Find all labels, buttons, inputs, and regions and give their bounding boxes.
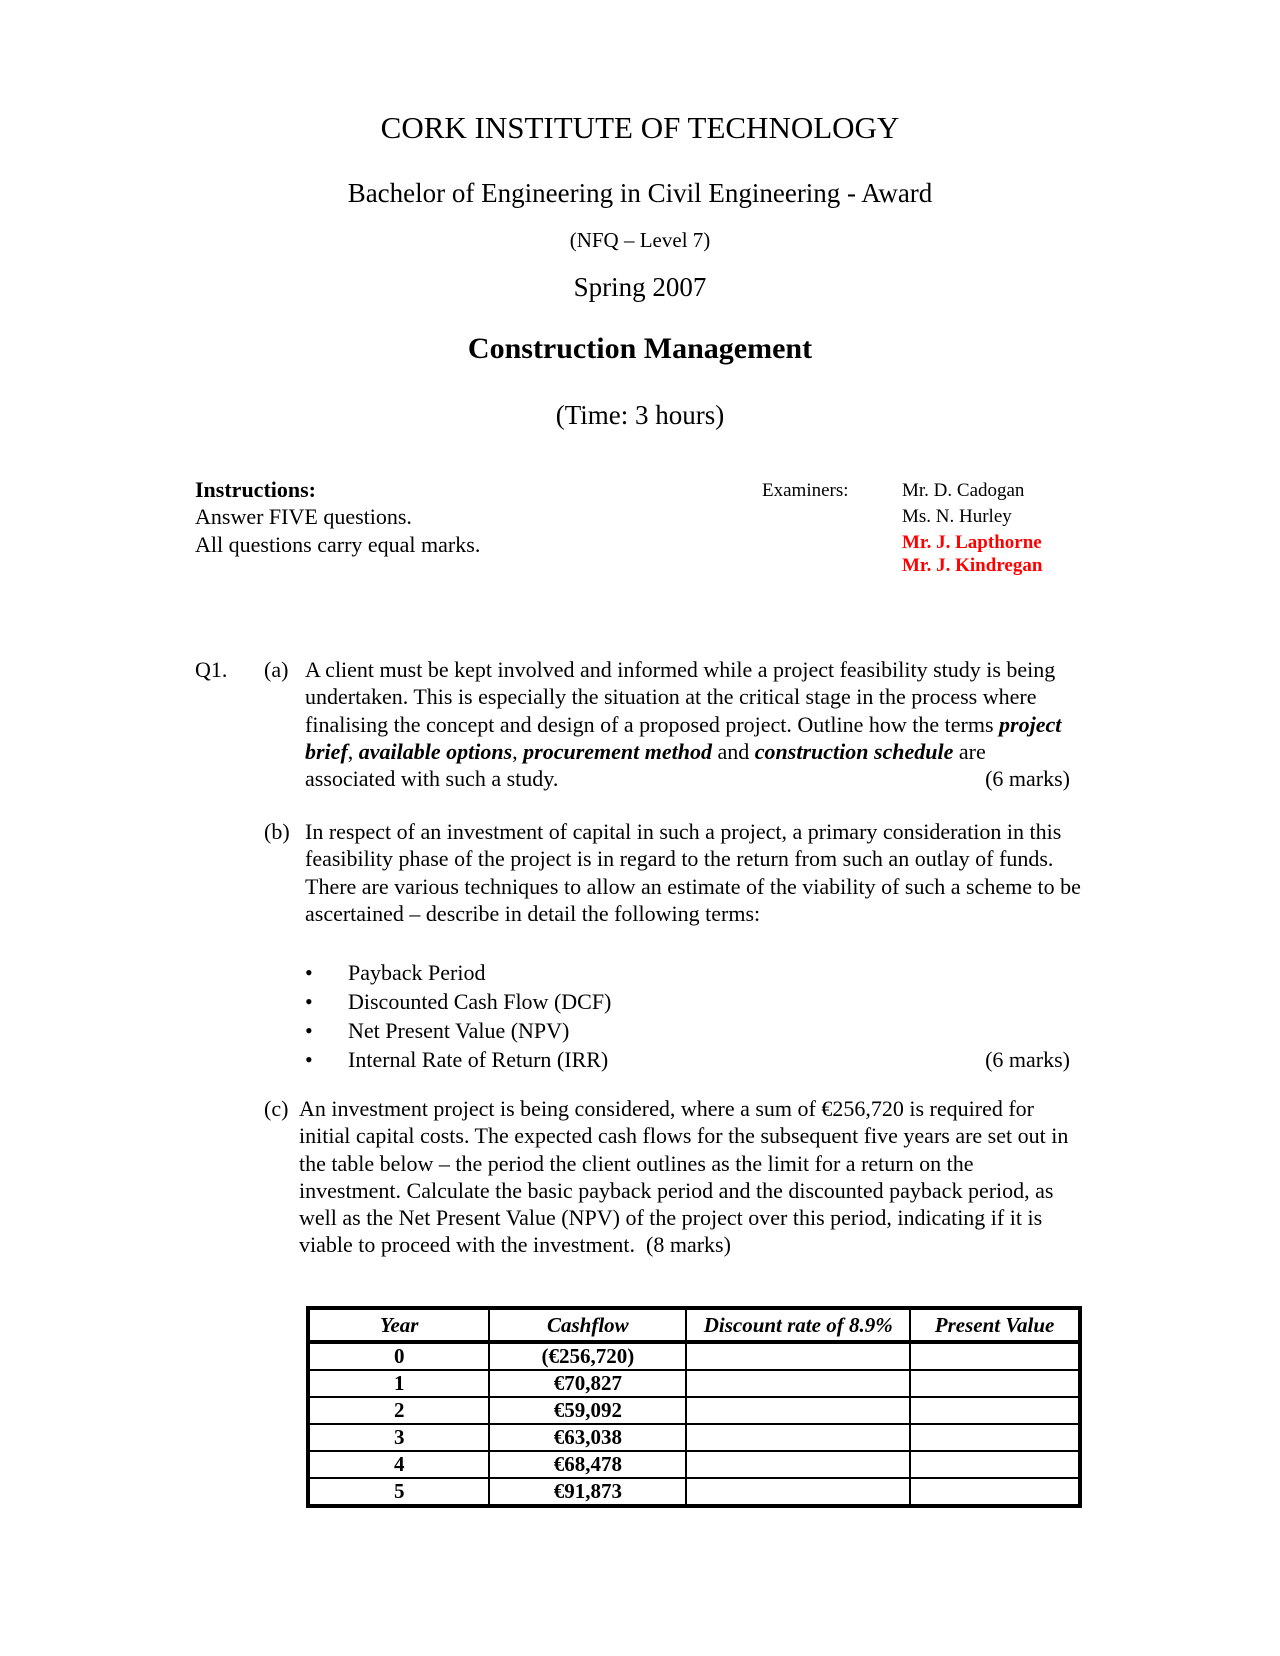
text: An investment project is being considered, where a sum of €256,720 is required for initial capital costs. The expected cash flows for the subsequent five years are set out in the table below – the period the client outlines as the limit for a return on the investment. Calculate the basic payback period and the discounted payback period, as well as the Net Present Value (NPV) of the project over this period, indicating if it is viable to proceed with the investment. — [299, 1096, 1069, 1258]
empty-cell — [910, 1370, 1080, 1397]
examiners-label: Examiners: — [762, 480, 849, 501]
part-b-text: In respect of an investment of capital in such a project, a primary consideration in this feasibility phase of the project is in regard to the return from such an outlay of funds. There are various techniques to allow an estimate of the viability of such a scheme to be ascertained – describe in detail the following terms: — [305, 819, 1081, 926]
cashflow-cell: €91,873 — [489, 1478, 686, 1506]
empty-cell — [686, 1478, 910, 1506]
term: available options — [358, 738, 513, 764]
examiner-name-highlighted: Mr. J. Kindregan — [902, 555, 1043, 576]
empty-cell — [910, 1478, 1080, 1506]
term: project brief — [305, 711, 1062, 764]
instructions — [195, 476, 480, 558]
instruction-line: All questions carry equal marks. — [195, 531, 481, 557]
year-cell: 0 — [308, 1342, 489, 1370]
table-header-row — [308, 1308, 1080, 1342]
text: , — [512, 738, 524, 764]
bullet-text: Internal Rate of Return (IRR) — [348, 1047, 609, 1072]
cashflow-cell: €68,478 — [489, 1451, 686, 1478]
part-a-text — [305, 656, 1070, 792]
bullet-item — [305, 1045, 1070, 1074]
header-discount-rate: Discount rate of 8.9% — [686, 1308, 910, 1342]
cashflow-cell: €59,092 — [489, 1397, 686, 1424]
bullet-item: • Payback Period — [305, 958, 1070, 987]
year-cell: 3 — [308, 1424, 489, 1451]
marks: (6 marks) — [985, 766, 1070, 792]
part-c-text — [299, 1095, 1079, 1259]
nfq-level: (NFQ – Level 7) — [569, 228, 711, 252]
empty-cell — [910, 1342, 1080, 1370]
table-row — [308, 1478, 1080, 1506]
instructions-heading: Instructions: — [195, 477, 317, 502]
text: , — [347, 738, 359, 764]
session: Spring 2007 — [573, 272, 707, 302]
empty-cell — [910, 1451, 1080, 1478]
year-cell: 5 — [308, 1478, 489, 1506]
part-c-label: (c) — [264, 1096, 289, 1121]
examiners-list — [902, 478, 1042, 579]
instruction-line: Answer FIVE questions. — [195, 504, 412, 530]
year-cell: 1 — [308, 1370, 489, 1397]
subject-title: Construction Management — [467, 332, 813, 365]
cashflow-cell: €63,038 — [489, 1424, 686, 1451]
term: construction schedule — [754, 738, 954, 764]
bullet-item: • Discounted Cash Flow (DCF) — [305, 987, 1070, 1016]
table-row — [308, 1397, 1080, 1424]
cashflow-table — [306, 1306, 1082, 1508]
examiner-name: Mr. D. Cadogan — [902, 480, 1025, 501]
empty-cell — [686, 1424, 910, 1451]
text: A client must be kept involved and informed while a project feasibility study is being undertaken. This is especially the situation at the critical stage in the process where finalising the concept and design of a proposed project. Outline how the terms — [305, 657, 1056, 737]
question-number: Q1. — [195, 657, 228, 682]
text: are associated with such a study. — [305, 738, 986, 792]
table-row — [308, 1451, 1080, 1478]
empty-cell — [686, 1370, 910, 1397]
programme: Bachelor of Engineering in Civil Engineering - Award — [347, 178, 933, 208]
empty-cell — [910, 1424, 1080, 1451]
examiner-name: Ms. N. Hurley — [902, 506, 1012, 527]
empty-cell — [686, 1451, 910, 1478]
year-cell: 2 — [308, 1397, 489, 1424]
examiner-name-highlighted: Mr. J. Lapthorne — [902, 532, 1042, 553]
empty-cell — [686, 1397, 910, 1424]
marks: (8 marks) — [646, 1232, 731, 1258]
header-present-value: Present Value — [910, 1308, 1080, 1342]
cashflow-cell: (€256,720) — [489, 1342, 686, 1370]
table-row — [308, 1370, 1080, 1397]
bullet-list — [305, 958, 1070, 1074]
marks: (6 marks) — [985, 1047, 1070, 1072]
year-cell: 4 — [308, 1451, 489, 1478]
part-b-label: (b) — [264, 819, 290, 844]
empty-cell — [910, 1397, 1080, 1424]
empty-cell — [686, 1342, 910, 1370]
header-cashflow: Cashflow — [489, 1308, 686, 1342]
bullet-item: • Net Present Value (NPV) — [305, 1016, 1070, 1045]
header-year: Year — [308, 1308, 489, 1342]
exam-duration: (Time: 3 hours) — [555, 400, 725, 430]
part-a-label: (a) — [264, 657, 289, 682]
table-row — [308, 1342, 1080, 1370]
table-row — [308, 1424, 1080, 1451]
text: and — [712, 738, 755, 764]
cashflow-cell: €70,827 — [489, 1370, 686, 1397]
term: procurement method — [523, 738, 712, 764]
institution-title: CORK INSTITUTE OF TECHNOLOGY — [380, 110, 900, 145]
